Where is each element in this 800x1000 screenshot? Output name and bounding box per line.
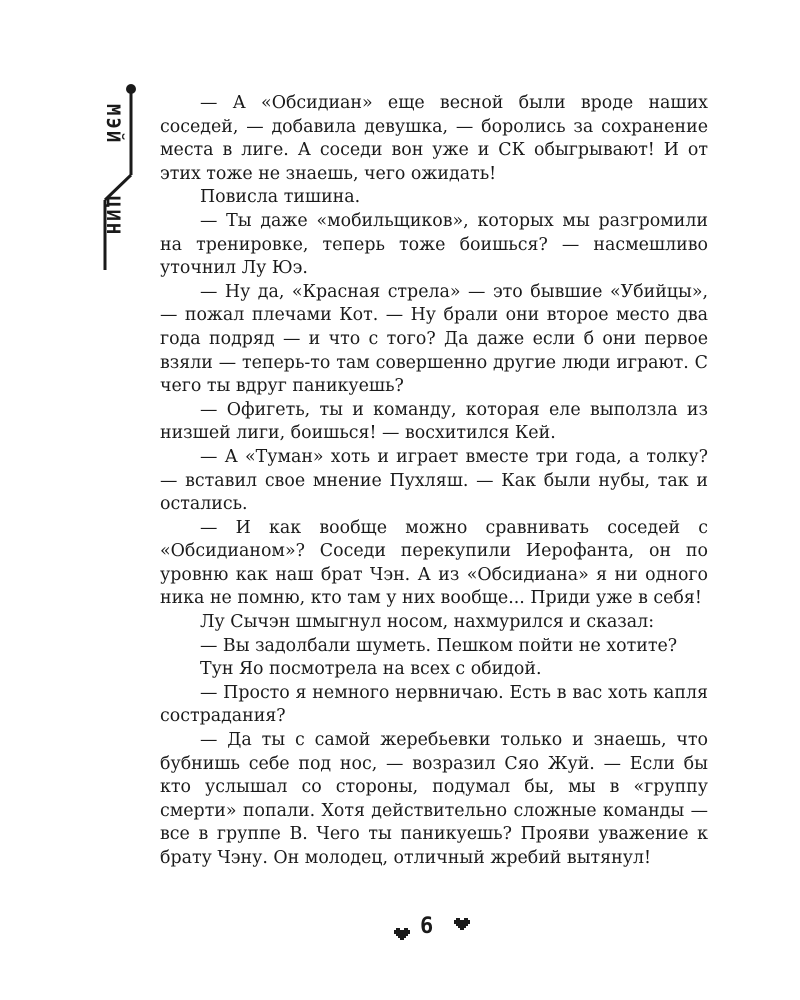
paragraph: — Ты даже «мобильщиков», которых мы разгромили на тренировке, теперь тоже боишься? — насмешливо уточнил Лу Юэ. (160, 210, 708, 279)
paragraph: — А «Туман» хоть и играет вместе три года, а толку? — вставил свое мнение Пухляш. — Как были нубы, так и остались. (160, 446, 708, 515)
paragraph: — Вы задолбали шуметь. Пешком пойти не хотите? (200, 635, 678, 656)
paragraph: — Офигеть, ты и команду, которая еле выползла из низшей лиги, боишься! — восхитился Кей. (160, 399, 708, 444)
paragraph: — Да ты с самой жеребьевки только и знаешь, что бубнишь себе под нос, — возразил Сяо Жуй. — Если бы кто услышал со стороны, подумал бы, мы в «группу смерти» попали. Хотя действительно сложные команды — все в группе В. Чего ты паникуешь? Прояви уважение к брату Чэну. Он молодец, отличный жребий вытянул! (160, 730, 708, 868)
paragraph: — Просто я немного нервничаю. Есть в вас хоть капля сострадания? (160, 682, 708, 727)
paragraph: — А «Обсидиан» еще весной были вроде наших соседей, — добавила девушка, — боролись за сохранение места в лиге. А соседи вон уже и СК обыгрывают! И от этих тоже не знаешь, чего ожидать! (160, 93, 708, 184)
running-head-author-name: МЭЙ (102, 104, 124, 145)
paragraph: — И как вообще можно сравнивать соседей с «Обсидианом»? Соседи перекупили Иерофанта, он по уровню как наш брат Чэн. А из «Обсидиана» я ни одного ника не помню, кто там у них вообще... Приди уже в себя! (160, 517, 708, 609)
heart-icon (394, 928, 410, 942)
page-number: 6 (420, 914, 434, 939)
running-head-author-surname: ЦИН (102, 196, 124, 237)
heart-icon (454, 918, 470, 932)
page-folio (394, 914, 474, 944)
paragraph: Тун Яо посмотрела на всех с обидой. (200, 659, 542, 680)
paragraph: Лу Сычэн шмыгнул носом, нахмурился и сказал: (200, 612, 655, 633)
body-text (160, 92, 708, 871)
paragraph: — Ну да, «Красная стрела» — это бывшие «Убийцы», — пожал плечами Кот. — Ну брали они второе место два года подряд — и что с того? Да даже если б они первое взяли — теперь-то там совершенно другие люди играют. С чего ты вдруг паникуешь? (160, 281, 708, 397)
paragraph: Повисла тишина. (200, 187, 361, 208)
